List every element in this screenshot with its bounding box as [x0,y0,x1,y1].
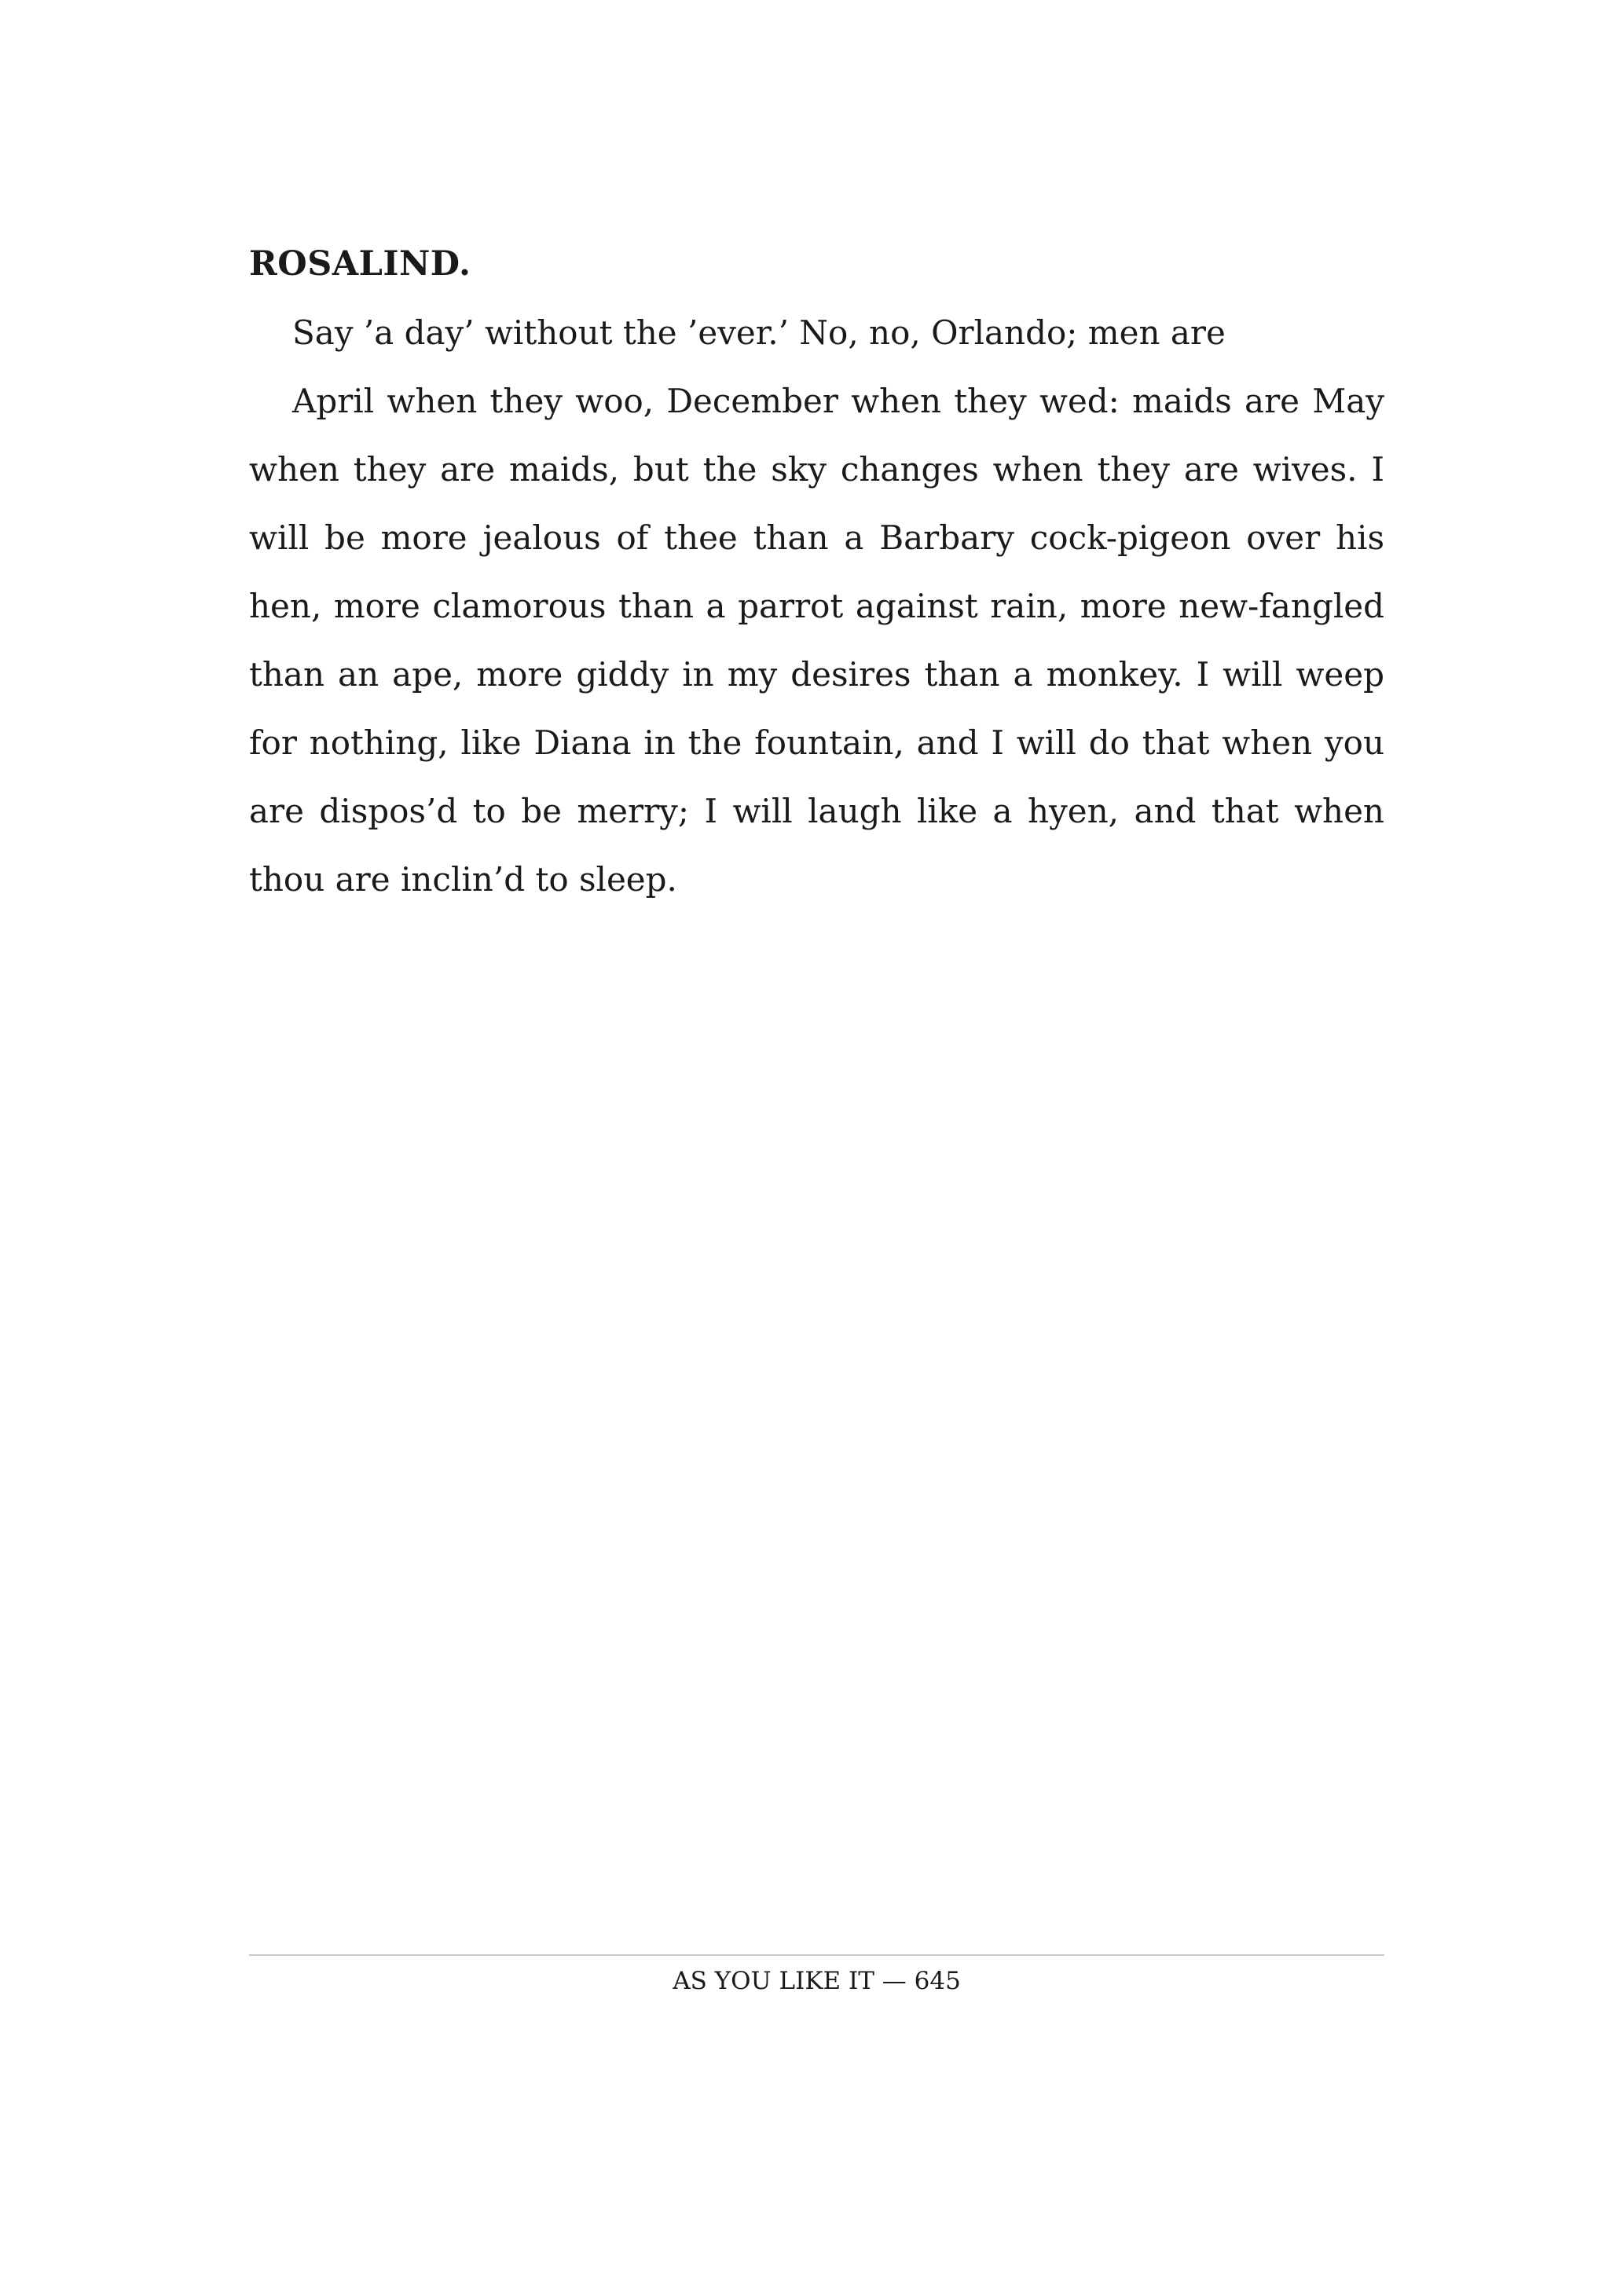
speech-line: April when they woo, December when they wed: maids are May [292,382,1384,420]
speech-line: thou are inclin’d to sleep. [249,860,677,899]
speech-line: hen, more clamorous than a parrot against rain, more new-fangled [249,587,1384,625]
speech-line: than an ape, more giddy in my desires than a monkey. I will weep [249,655,1384,694]
speech-line: Say ’a day’ without the ’ever.’ No, no, Orlando; men are [292,313,1226,352]
speech-line: for nothing, like Diana in the fountain, and I will do that when you [249,723,1384,762]
speech-line: are dispos’d to be merry; I will laugh like a hyen, and that when [249,792,1384,830]
speaker-name: ROSALIND. [249,244,471,284]
speech-block [249,240,1384,914]
speech-line: will be more jealous of thee than a Barbary cock-pigeon over his [249,518,1384,557]
footer-divider [249,1954,1384,1956]
speech-line: when they are maids, but the sky changes when they are wives. I [249,450,1384,489]
running-footer: AS YOU LIKE IT — 645 [673,1967,961,1995]
